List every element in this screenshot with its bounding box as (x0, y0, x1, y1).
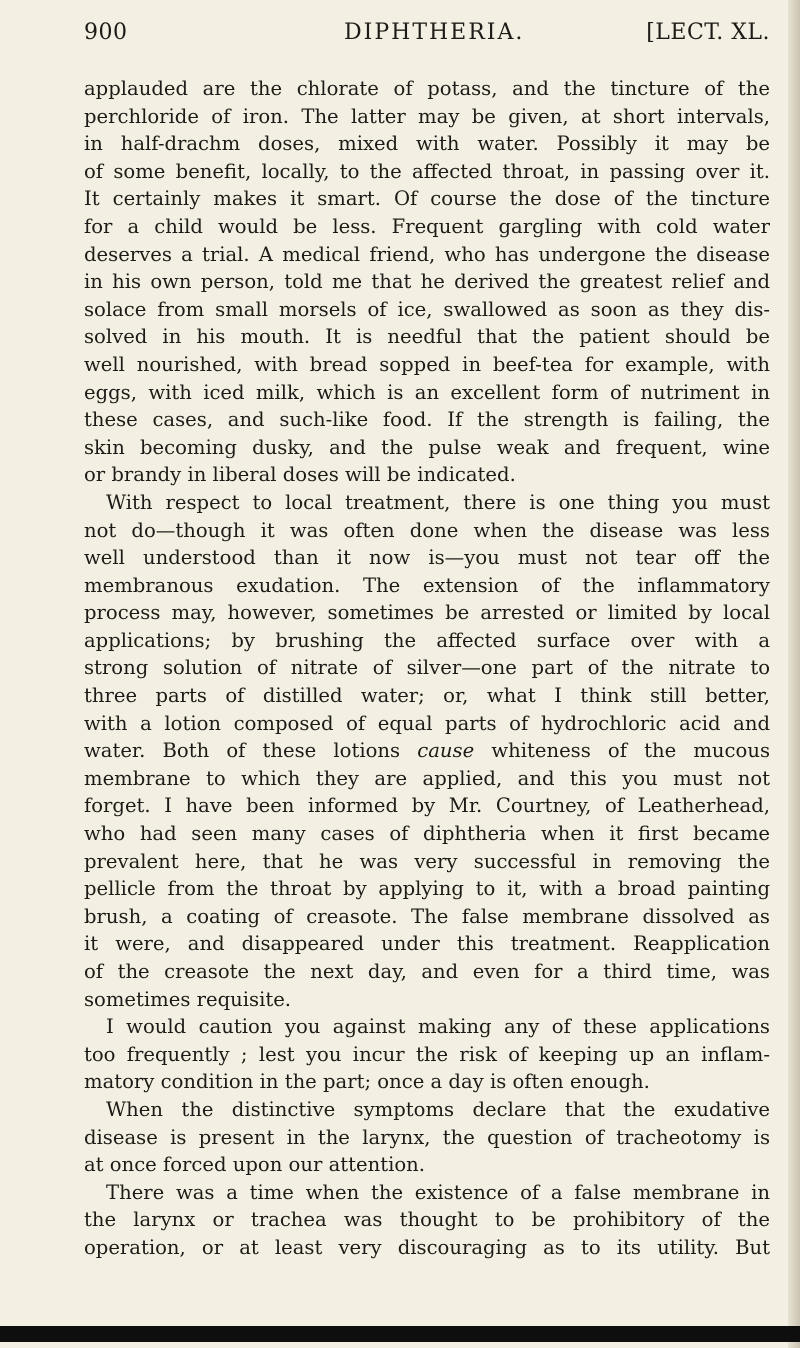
text-line: in half-drachm doses, mixed with water. Possibly it may be (84, 132, 770, 156)
text-line: these cases, and such-like food. If the strength is failing, the (84, 408, 770, 432)
text-line: skin becoming dusky, and the pulse weak and frequent, wine (84, 435, 770, 459)
text-line: for a child would be less. Frequent gargling with cold water (84, 214, 770, 238)
text-line: three parts of distilled water; or, what I think still better, (84, 684, 770, 708)
text-line: well nourished, with bread sopped in beef-tea for example, with (84, 352, 770, 376)
text-line: I would caution you against making any of these applications (106, 1015, 770, 1039)
text-line: With respect to local treatment, there is one thing you must (106, 490, 770, 514)
text-line: There was a time when the existence of a false membrane in (106, 1180, 770, 1204)
text-line: sometimes requisite. (84, 987, 292, 1011)
body-text (84, 75, 770, 1262)
text-line: water. Both of these lotions cause whiteness of the mucous (84, 739, 770, 763)
text-line: well understood than it now is—you must not tear off the (84, 546, 770, 570)
bottom-border (0, 1326, 800, 1342)
paragraph (84, 1013, 770, 1096)
text-line: applications; by brushing the affected surface over with a (84, 628, 770, 652)
text-line: prevalent here, that he was very successful in removing the (84, 849, 770, 873)
text-line: strong solution of nitrate of silver—one part of the nitrate to (84, 656, 770, 680)
page-number: 900 (84, 20, 128, 45)
text-line: operation, or at least very discouraging as to its utility. But (84, 1235, 770, 1259)
text-line: disease is present in the larynx, the question of tracheotomy is (84, 1125, 770, 1149)
text-line: eggs, with iced milk, which is an excellent form of nutriment in (84, 380, 770, 404)
text-line: perchloride of iron. The latter may be given, at short intervals, (84, 104, 770, 128)
paragraph (84, 1096, 770, 1179)
text-line: at once forced upon our attention. (84, 1153, 425, 1177)
paragraph (84, 1179, 770, 1262)
text-line: of some benefit, locally, to the affected throat, in passing over it. (84, 159, 770, 183)
text-line: solace from small morsels of ice, swallowed as soon as they dis- (84, 297, 770, 321)
text-line: forget. I have been informed by Mr. Courtney, of Leatherhead, (84, 794, 770, 818)
text-line: not do—though it was often done when the disease was less (84, 518, 770, 542)
text-line: It certainly makes it smart. Of course the dose of the tincture (84, 187, 770, 211)
running-title: DIPHTHERIA. (344, 20, 525, 45)
text-line: brush, a coating of creasote. The false membrane dissolved as (84, 904, 770, 928)
text-line: membranous exudation. The extension of the inflammatory (84, 573, 770, 597)
paragraph (84, 489, 770, 1013)
text-line: applauded are the chlorate of potass, and the tincture of the (84, 77, 770, 100)
text-line: too frequently ; lest you incur the risk of keeping up an inflam- (84, 1042, 770, 1066)
text-line: the larynx or trachea was thought to be prohibitory of the (84, 1208, 770, 1232)
text-line: membrane to which they are applied, and this you must not (84, 766, 770, 790)
text-line: in his own person, told me that he derived the greatest relief and (84, 270, 770, 294)
paragraph (84, 75, 770, 489)
running-header (84, 20, 770, 56)
text-line: with a lotion composed of equal parts of hydrochloric acid and (84, 711, 770, 735)
text-line: pellicle from the throat by applying to it, with a broad painting (84, 877, 770, 901)
text-line: or brandy in liberal doses will be indicated. (84, 463, 516, 487)
text-line: deserves a trial. A medical friend, who has undergone the disease (84, 242, 770, 266)
text-line: solved in his mouth. It is needful that the patient should be (84, 325, 770, 349)
text-line: process may, however, sometimes be arrested or limited by local (84, 601, 770, 625)
text-line: it were, and disappeared under this treatment. Reapplication (84, 932, 770, 956)
page-edge (788, 0, 800, 1348)
text-line: matory condition in the part; once a day is often enough. (84, 1070, 650, 1094)
text-line: When the distinctive symptoms declare that the exudative (106, 1097, 770, 1121)
lecture-reference: [LECT. XL. (646, 20, 770, 45)
text-line: who had seen many cases of diphtheria when it first became (84, 822, 770, 846)
text-line: of the creasote the next day, and even for a third time, was (84, 960, 770, 983)
